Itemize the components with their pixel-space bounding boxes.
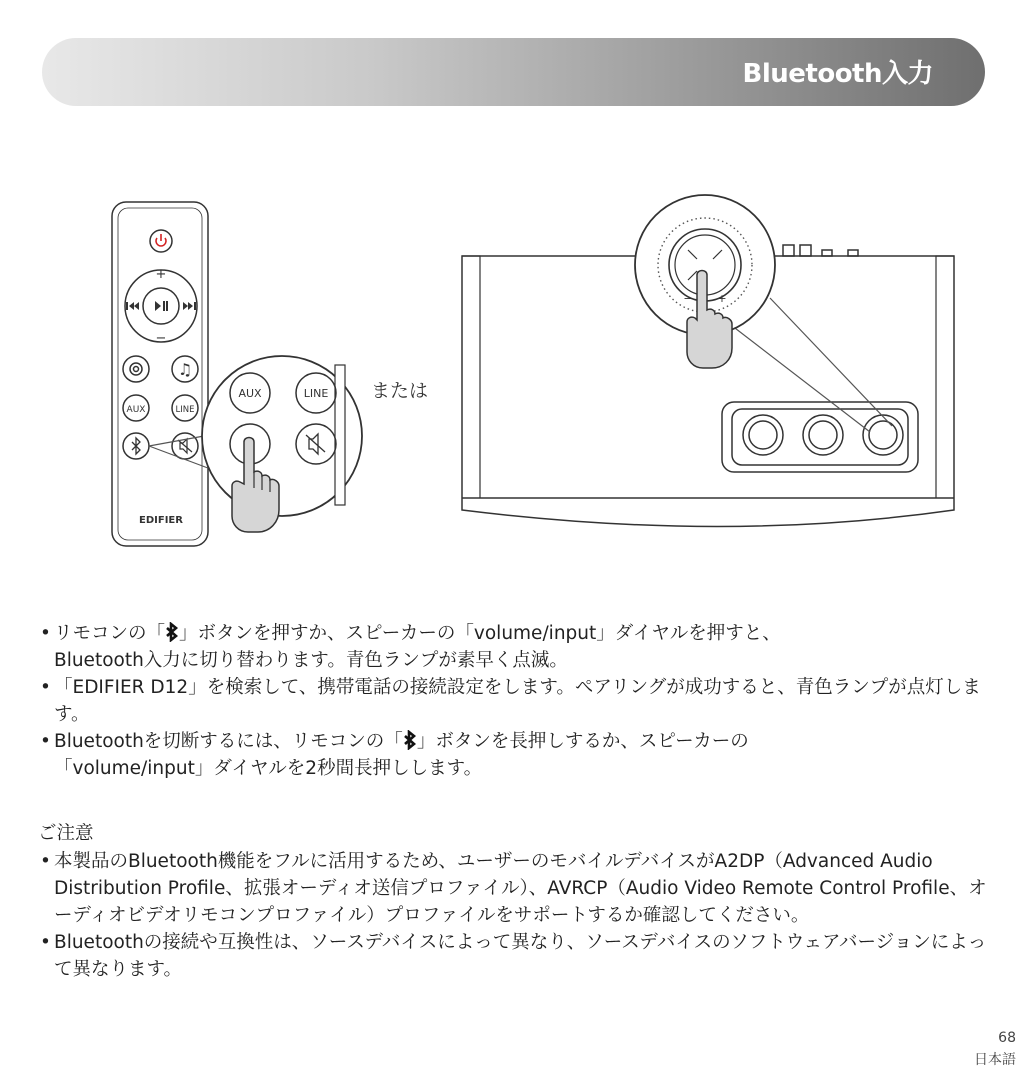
remote-plus-label: + (155, 267, 167, 282)
music-note-icon: ♫ (177, 360, 193, 379)
bluetooth-icon (403, 730, 417, 750)
note-item: • 本製品のBluetooth機能をフルに活用するため、ユーザーのモバイルデバイスがA2DP（Advanced Audio Distribution Profile、拡張オーディオ送信プロファイル）、AVRCP（Audio Video Remote Control Profile、オーディオビデオリモコンプロファイル）プロファイルをサポートするか確認してください。 (40, 851, 987, 926)
remote-aux-label: AUX (126, 405, 146, 415)
or-label: または (371, 380, 429, 402)
remote-control (112, 202, 208, 546)
notes-list (38, 848, 998, 983)
dial-minus-label: − (683, 292, 693, 305)
remote-minus-label: − (155, 331, 167, 346)
page-language: 日本語 (974, 1052, 1016, 1068)
instruction-item: • Bluetoothを切断するには、リモコンの「 」ボタンを長押しするか、スピーカーの 「volume/input」ダイヤルを2秒間長押しします。 (40, 731, 749, 779)
page-number: 68 (998, 1030, 1016, 1046)
note-item: • Bluetoothの接続や互換性は、ソースデバイスによって異なり、ソースデバイスのソフトウェアバージョンによって異なります。 (40, 932, 987, 980)
instruction-item: • 「EDIFIER D12」を検索して、携帯電話の接続設定をします。ペアリングが成功すると、青色ランプが点灯します。 (40, 677, 981, 725)
zoom-line-label: LINE (303, 387, 329, 400)
illustration (0, 180, 1030, 560)
bluetooth-icon (165, 622, 179, 642)
remote-line-label: LINE (175, 405, 195, 415)
header-bar (42, 38, 985, 106)
instructions-list (38, 620, 998, 782)
page-title: Bluetooth入力 (742, 59, 933, 89)
remote-brand-label: EDIFIER (139, 515, 183, 526)
zoom-aux-label: AUX (238, 387, 262, 400)
remote-zoom-circle (202, 356, 362, 532)
instruction-item: • リモコンの「 」ボタンを押すか、スピーカーの「volume/input」ダイヤルを押すと、 Bluetooth入力に切り替わります。青色ランプが素早く点滅。 (40, 623, 781, 671)
notes-heading: ご注意 (38, 823, 94, 844)
dial-plus-label: + (717, 292, 727, 305)
